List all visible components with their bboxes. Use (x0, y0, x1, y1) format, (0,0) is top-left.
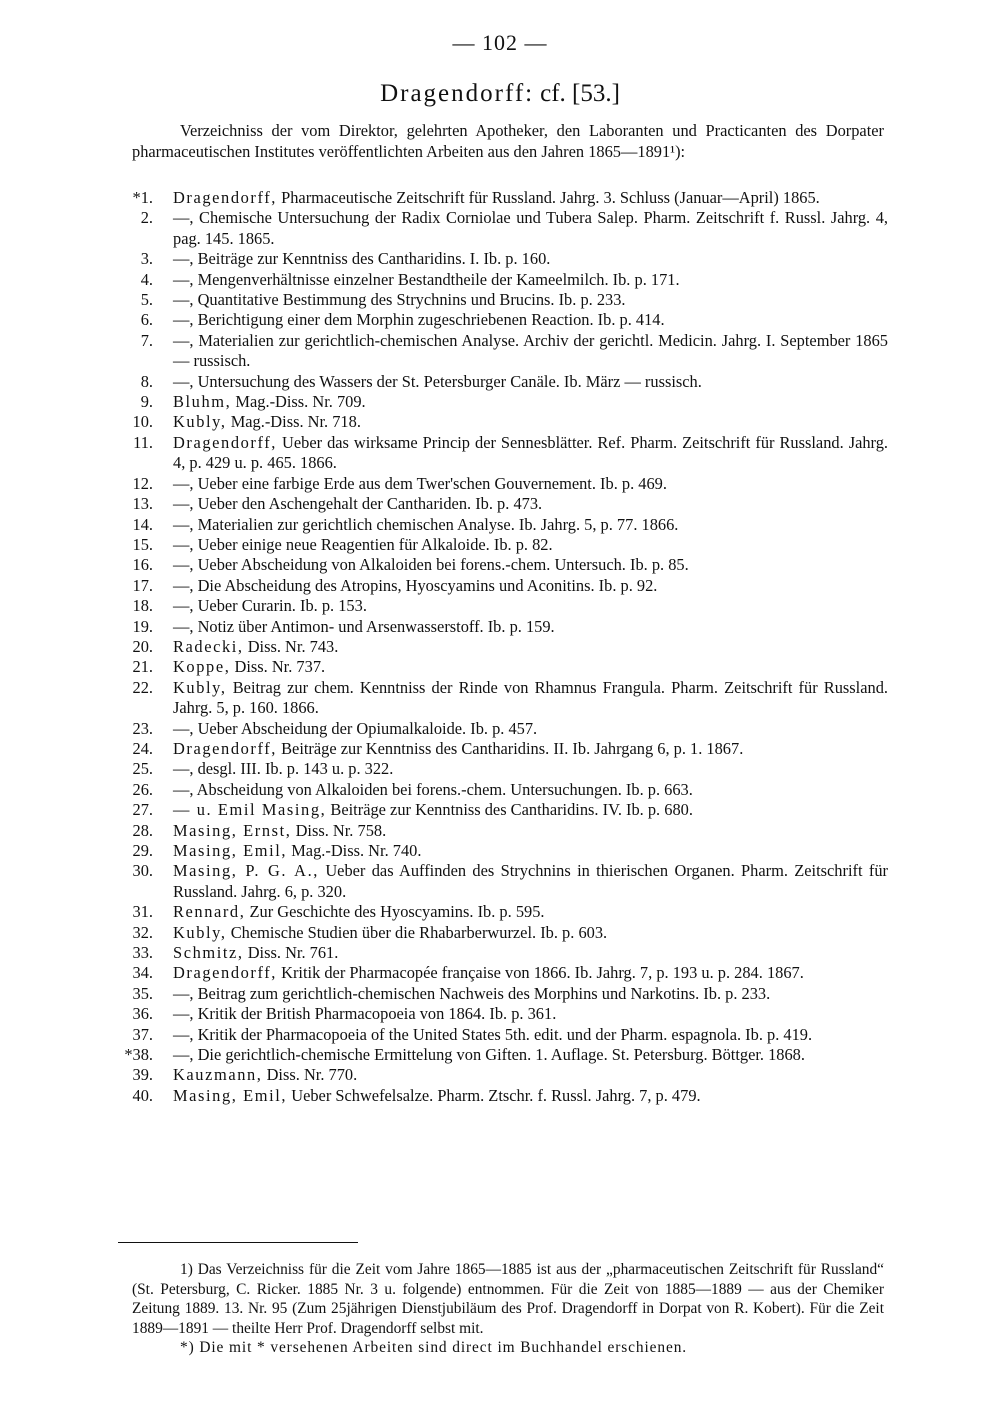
list-item (120, 678, 888, 719)
intro-text: Verzeichniss der vom Direktor, gelehrten Apotheker, den Laboranten und Practicanten des Dorpater pharmaceutischen Institutes veröffentlichten Arbeiten aus den Jahren 1865—1891¹): (132, 121, 884, 161)
list-item (120, 657, 888, 677)
entry-text: —, Quantitative Bestimmung des Strychnins und Brucins. Ib. p. 233. (173, 290, 626, 310)
entry-number: 10. (132, 412, 153, 432)
heading-reference: cf. [53.] (540, 80, 620, 107)
list-item (120, 392, 888, 412)
list-item (120, 494, 888, 514)
entry-text: —, Ueber den Aschengehalt der Canthariden. Ib. p. 473. (173, 494, 543, 514)
entry-number: 15. (132, 534, 153, 554)
entry-author: Masing, P. G. A., (173, 861, 319, 881)
entry-number: 17. (132, 575, 153, 595)
entry-author: Dragendorff, (173, 432, 278, 452)
entry-text: —, Ueber Abscheidung der Opiumalkaloide. Ib. p. 457. (173, 718, 538, 738)
list-item (120, 1004, 888, 1024)
entry-text: Beiträge zur Kenntniss des Cantharidins. II. Ib. Jahrgang 6, p. 1. 1867. (277, 738, 744, 758)
entry-author: Kauzmann, (173, 1065, 263, 1085)
entry-number: 24. (132, 738, 153, 758)
list-item (120, 208, 888, 249)
list-item (120, 617, 888, 637)
entry-text: Beiträge zur Kenntniss des Cantharidins. IV. Ib. p. 680. (326, 800, 693, 820)
list-item (120, 1065, 888, 1085)
entry-number: 11. (133, 432, 153, 452)
heading-name: Dragendorff: (380, 80, 535, 107)
entry-text: Beitrag zur chem. Kenntniss der Rinde von Rhamnus Frangula. Pharm. Zeitschrift für Russland. Jahrg. 5, p. 160. 1866. (173, 677, 888, 718)
list-item (120, 902, 888, 922)
entry-text: Mag.-Diss. Nr. 709. (231, 392, 366, 412)
entry-text: —, desgl. III. Ib. p. 143 u. p. 322. (173, 759, 394, 779)
publication-list (120, 188, 888, 1106)
entry-text: Diss. Nr. 770. (262, 1065, 358, 1085)
entry-text: Kritik der Pharmacopée française von 1866. Ib. Jahrg. 7, p. 193 u. p. 284. 1867. (277, 963, 804, 983)
section-heading (0, 80, 1000, 108)
list-item (120, 596, 888, 616)
entry-number: 2. (140, 208, 153, 228)
entry-number: 37. (132, 1024, 153, 1044)
list-item (120, 310, 888, 330)
list-item (120, 576, 888, 596)
entry-author: Masing, Emil, (173, 841, 288, 860)
entry-text: Ueber das wirksame Princip der Sennesblätter. Ref. Pharm. Zeitschrift für Russland. Jahrg. 4, p. 429 u. p. 465. 1866. (173, 432, 888, 473)
entry-text: —, Ueber einige neue Reagentien für Alkaloide. Ib. p. 82. (173, 534, 553, 554)
entry-text: —, Beitrag zum gerichtlich-chemischen Nachweis des Morphins und Narkotins. Ib. p. 233. (173, 983, 771, 1003)
list-item (120, 515, 888, 535)
list-item (120, 188, 888, 208)
entry-number: 30. (132, 861, 153, 881)
entry-text: —, Abscheidung von Alkaloiden bei forens.-chem. Untersuchungen. Ib. p. 663. (173, 779, 693, 799)
entry-number: 14. (132, 514, 153, 534)
entry-number: 32. (132, 922, 153, 942)
entry-number: 35. (132, 983, 153, 1003)
list-item (120, 780, 888, 800)
entry-number: *38. (124, 1045, 153, 1065)
list-item (120, 249, 888, 269)
entry-number: 34. (132, 963, 153, 983)
entry-text: —, Ueber eine farbige Erde aus dem Twer'schen Gouvernement. Ib. p. 469. (173, 473, 667, 493)
list-item (120, 474, 888, 494)
entry-author: Koppe, (173, 657, 231, 677)
list-item (120, 719, 888, 739)
entry-number: 23. (132, 718, 153, 738)
entry-author: Masing, Ernst, (173, 820, 292, 840)
list-item (120, 943, 888, 963)
entry-author: Kubly, (173, 922, 227, 942)
list-item (120, 372, 888, 392)
footnote-rule (118, 1242, 358, 1243)
list-item (120, 433, 888, 474)
entry-number: 8. (140, 371, 153, 391)
list-item (120, 759, 888, 779)
entry-number: 28. (132, 820, 153, 840)
entry-text: —, Materialien zur gerichtlich chemischen Analyse. Ib. Jahrg. 5, p. 77. 1866. (173, 514, 679, 534)
entry-text: Chemische Studien über die Rhabarberwurzel. Ib. p. 603. (226, 922, 608, 942)
entry-author: — u. Emil Masing, (173, 800, 327, 820)
entry-number: 7. (140, 330, 153, 350)
entry-text: Ueber Schwefelsalze. Pharm. Ztschr. f. Russl. Jahrg. 7, p. 479. (287, 1085, 701, 1105)
footnotes (132, 1260, 884, 1358)
entry-author: Dragendorff, (173, 963, 278, 983)
entry-text: —, Kritik der Pharmacopoeia of the United States 5th. edit. und der Pharm. espagnola. Ib. p. 419. (173, 1024, 813, 1044)
entry-text: Diss. Nr. 737. (230, 657, 326, 677)
entry-text: —, Mengenverhältnisse einzelner Bestandtheile der Kameelmilch. Ib. p. 171. (173, 269, 680, 289)
list-item (120, 1086, 888, 1106)
entry-number: 27. (132, 800, 153, 820)
entry-number: 16. (132, 555, 153, 575)
list-item (120, 331, 888, 372)
entry-text: —, Untersuchung des Wassers der St. Petersburger Canäle. Ib. März — russisch. (173, 371, 702, 391)
entry-number: 40. (132, 1085, 153, 1105)
entry-number: 6. (140, 310, 153, 330)
entry-text: Mag.-Diss. Nr. 740. (287, 841, 422, 860)
entry-number: 9. (140, 392, 153, 412)
entry-author: Masing, Emil, (173, 1085, 288, 1105)
entry-number: 29. (132, 841, 153, 860)
entry-number: 4. (140, 269, 153, 289)
entry-text: Ueber das Auffinden des Strychnins in thierischen Organen. Pharm. Zeitschrift für Russland. Jahrg. 6, p. 320. (173, 861, 888, 901)
entry-text: —, Die Abscheidung des Atropins, Hyoscyamins und Aconitins. Ib. p. 92. (173, 575, 658, 595)
entry-text: —, Ueber Abscheidung von Alkaloiden bei forens.-chem. Untersuch. Ib. p. 85. (173, 555, 689, 575)
list-item (120, 861, 888, 902)
list-item (120, 637, 888, 657)
entry-number: 22. (132, 677, 153, 697)
entry-number: 31. (132, 902, 153, 922)
entry-text: —, Notiz über Antimon- und Arsenwasserstoff. Ib. p. 159. (173, 616, 555, 636)
entry-author: Dragendorff, (173, 738, 278, 758)
entry-number: 36. (132, 1004, 153, 1024)
list-item (120, 963, 888, 983)
entry-number: 26. (132, 779, 153, 799)
entry-text: —, Die gerichtlich-chemische Ermittelung von Giften. 1. Auflage. St. Petersburg. Böttger. 1868. (173, 1045, 805, 1065)
list-item (120, 535, 888, 555)
entry-number: 33. (132, 943, 153, 963)
entry-number: 5. (140, 290, 153, 310)
entry-text: —, Kritik der British Pharmacopoeia von 1864. Ib. p. 361. (173, 1004, 557, 1024)
list-item (120, 555, 888, 575)
list-item (120, 739, 888, 759)
entry-text: Pharmaceutische Zeitschrift für Russland. Jahrg. 3. Schluss (Januar—April) 1865. (277, 188, 820, 207)
intro-paragraph (132, 120, 884, 162)
entry-number: 39. (132, 1065, 153, 1085)
entry-text: —, Ueber Curarin. Ib. p. 153. (173, 596, 367, 616)
list-item (120, 821, 888, 841)
entry-text: —, Beiträge zur Kenntniss des Cantharidins. I. Ib. p. 160. (173, 249, 551, 269)
entry-number: 20. (132, 636, 153, 656)
entry-text: —, Berichtigung einer dem Morphin zugeschriebenen Reaction. Ib. p. 414. (173, 310, 665, 330)
list-item (120, 1045, 888, 1065)
entry-author: Rennard, (173, 902, 246, 922)
entry-number: *1. (132, 188, 153, 207)
list-item (120, 1025, 888, 1045)
entry-text: Zur Geschichte des Hyoscyamins. Ib. p. 595. (245, 902, 545, 922)
entry-text: Diss. Nr. 758. (291, 820, 387, 840)
list-item (120, 270, 888, 290)
entry-text: Mag.-Diss. Nr. 718. (226, 412, 361, 432)
footnote-asterisk: *) Die mit * versehenen Arbeiten sind direct im Buchhandel erschienen. (180, 1339, 688, 1357)
entry-number: 19. (132, 616, 153, 636)
entry-number: 13. (132, 494, 153, 514)
entry-text: Diss. Nr. 761. (243, 943, 339, 963)
entry-text: —, Chemische Untersuchung der Radix Corniolae und Tubera Salep. Pharm. Zeitschrift f. Russl. Jahrg. 4, pag. 145. 1865. (173, 208, 888, 248)
list-item (120, 984, 888, 1004)
entry-author: Kubly, (173, 677, 227, 697)
list-item (120, 800, 888, 820)
entry-author: Bluhm, (173, 392, 232, 412)
entry-number: 21. (132, 657, 153, 677)
entry-number: 12. (132, 473, 153, 493)
list-item (120, 412, 888, 432)
entry-number: 18. (132, 596, 153, 616)
entry-number: 3. (140, 249, 153, 269)
page-number: — 102 — (452, 30, 548, 55)
footnote-1: 1) Das Verzeichniss für die Zeit vom Jahre 1865—1885 ist aus der „pharmaceutischen Zeitschrift für Russland“ (St. Petersburg, C. Ricker. 1885 Nr. 3 u. folgende) entnommen. Für die Zeit von 1885—1889 — aus der Chemiker Zeitung 1889. 13. Nr. 95 (Zum 25jährigen Dienstjubiläum des Prof. Dragendorff in Dorpat von R. Kobert). Für die Zeit 1889—1891 — theilte Herr Prof. Dragendorff selbst mit. (132, 1261, 884, 1337)
entry-author: Dragendorff, (173, 188, 278, 207)
list-item (120, 841, 888, 861)
entry-text: —, Materialien zur gerichtlich-chemischen Analyse. Archiv der gerichtl. Medicin. Jahrg. I. September 1865 — russisch. (173, 330, 888, 371)
entry-text: Diss. Nr. 743. (243, 636, 339, 656)
entry-author: Schmitz, (173, 943, 244, 963)
list-item (120, 290, 888, 310)
entry-author: Kubly, (173, 412, 227, 432)
list-item (120, 923, 888, 943)
entry-author: Radecki, (173, 636, 244, 656)
entry-number: 25. (132, 759, 153, 779)
